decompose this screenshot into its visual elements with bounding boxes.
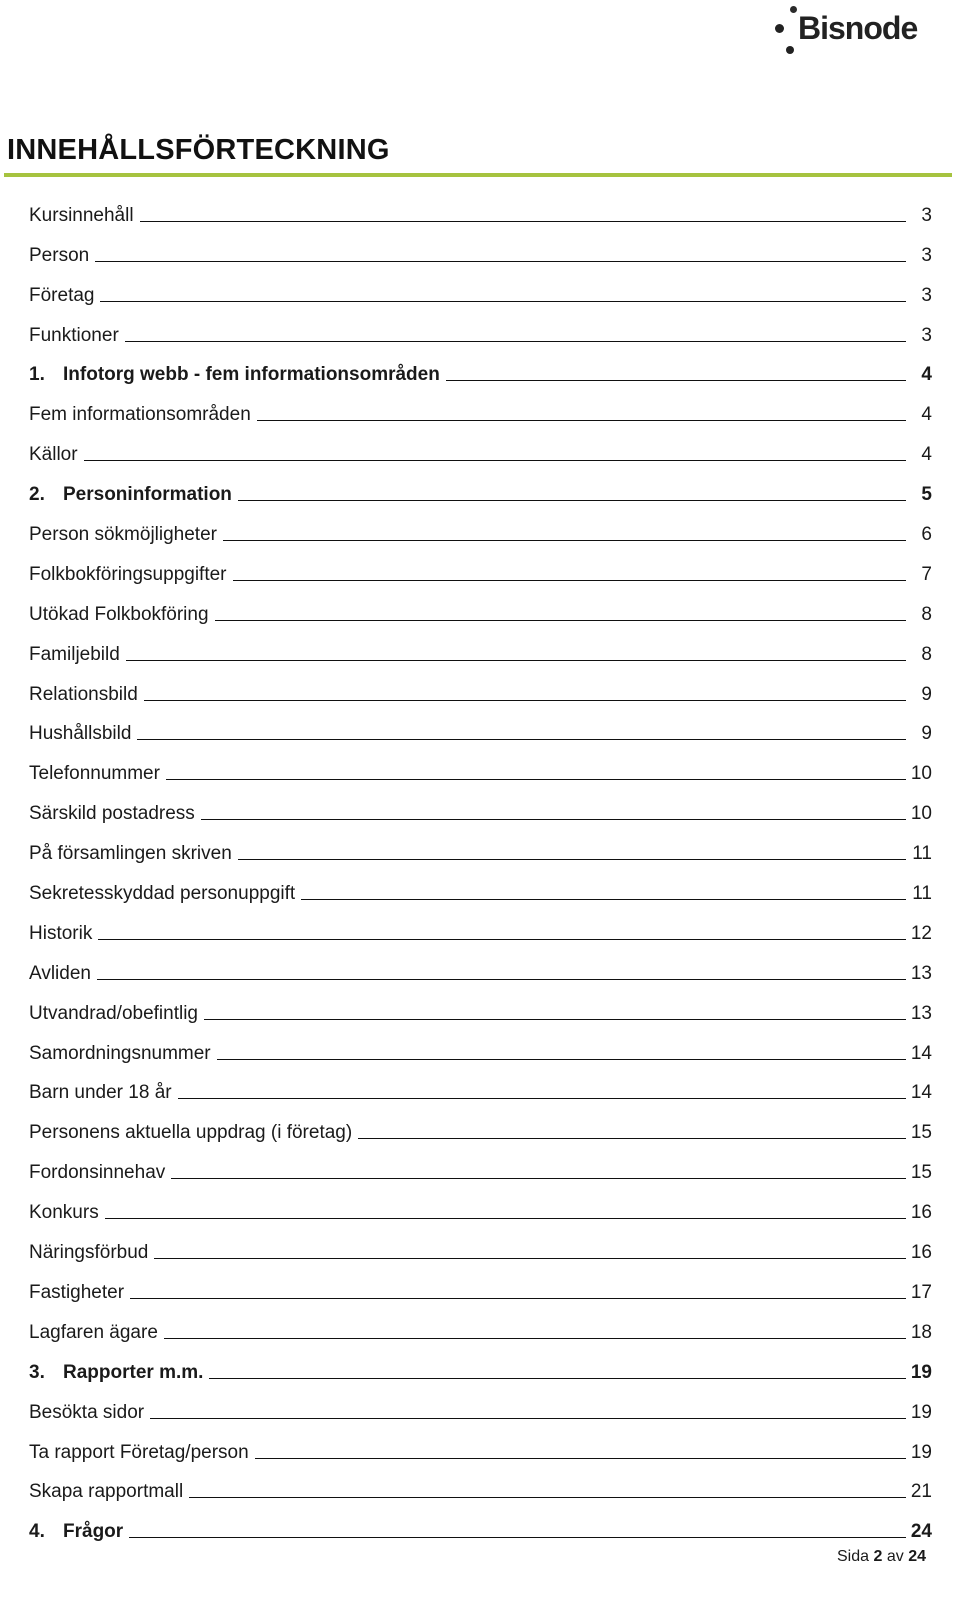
toc-leader-line xyxy=(201,818,906,820)
toc-entry-label: Person sökmöjligheter xyxy=(29,524,217,546)
toc-entry[interactable] xyxy=(29,466,932,506)
toc-entry[interactable] xyxy=(29,1384,932,1424)
toc-entry-label: Samordningsnummer xyxy=(29,1042,211,1064)
toc-entry[interactable] xyxy=(29,386,932,426)
toc-leader-line xyxy=(140,220,906,222)
toc-entry-page: 19 xyxy=(910,1361,932,1383)
toc-entry[interactable] xyxy=(29,825,932,865)
toc-entry[interactable] xyxy=(29,267,932,307)
toc-entry-page: 15 xyxy=(910,1122,932,1144)
toc-leader-line xyxy=(446,379,906,381)
footer-total-pages: 24 xyxy=(908,1548,926,1565)
toc-leader-line xyxy=(204,1018,906,1020)
toc-entry-page: 8 xyxy=(921,643,932,665)
toc-entry-label: Avliden xyxy=(29,962,91,984)
toc-leader-line xyxy=(255,1457,906,1459)
toc-entry[interactable] xyxy=(29,1424,932,1464)
footer-middle: av xyxy=(886,1548,904,1565)
toc-entry-label: Folkbokföringsuppgifter xyxy=(29,563,227,585)
toc-entry[interactable] xyxy=(29,546,932,586)
toc-leader-line xyxy=(84,459,906,461)
toc-entry-label: Utökad Folkbokföring xyxy=(29,603,209,625)
toc-entry-page: 14 xyxy=(910,1042,932,1064)
toc-entry-page: 3 xyxy=(921,244,932,266)
toc-entry[interactable] xyxy=(29,1184,932,1224)
toc-leader-line xyxy=(209,1377,906,1379)
toc-leader-line xyxy=(217,1058,906,1060)
toc-entry-page: 14 xyxy=(910,1082,932,1104)
toc-entry-label: Näringsförbud xyxy=(29,1242,149,1264)
toc-leader-line xyxy=(238,499,906,501)
toc-leader-line xyxy=(150,1417,906,1419)
toc-entry-page: 17 xyxy=(910,1281,932,1303)
toc-entry-page: 13 xyxy=(910,962,932,984)
toc-entry-page: 3 xyxy=(921,324,932,346)
toc-entry-page: 3 xyxy=(921,284,932,306)
toc-entry-label: Rapporter m.m. xyxy=(63,1361,204,1383)
toc-leader-line xyxy=(105,1217,906,1219)
toc-entry[interactable] xyxy=(29,666,932,706)
toc-entry[interactable] xyxy=(29,785,932,825)
toc-entry[interactable] xyxy=(29,706,932,746)
toc-entry[interactable] xyxy=(29,905,932,945)
title-underline xyxy=(4,173,952,177)
toc-entry-label: Fastigheter xyxy=(29,1281,125,1303)
toc-entry[interactable] xyxy=(29,506,932,546)
toc-entry-label: Personinformation xyxy=(63,484,232,506)
toc-entry[interactable] xyxy=(29,227,932,267)
toc-entry[interactable] xyxy=(29,1144,932,1184)
toc-entry-label: Källor xyxy=(29,444,78,466)
footer-current-page: 2 xyxy=(873,1548,883,1565)
toc-entry-page: 18 xyxy=(910,1321,932,1343)
toc-entry[interactable] xyxy=(29,865,932,905)
toc-entry-label: Relationsbild xyxy=(29,683,138,705)
toc-entry[interactable] xyxy=(29,586,932,626)
toc-entry-label: Lagfaren ägare xyxy=(29,1321,158,1343)
logo-wordmark: Bisnode xyxy=(798,10,918,46)
bisnode-logo xyxy=(772,2,952,66)
toc-entry[interactable] xyxy=(29,1224,932,1264)
toc-entry-label: Ta rapport Företag/person xyxy=(29,1441,249,1463)
toc-entry[interactable] xyxy=(29,187,932,227)
toc-entry-label: Företag xyxy=(29,284,95,306)
toc-entry-page: 7 xyxy=(921,563,932,585)
toc-entry-label: Kursinnehåll xyxy=(29,204,134,226)
toc-entry-label: Barn under 18 år xyxy=(29,1082,172,1104)
toc-entry-number: 2. xyxy=(29,484,45,506)
toc-leader-line xyxy=(358,1137,906,1139)
toc-entry[interactable] xyxy=(29,945,932,985)
toc-entry[interactable] xyxy=(29,745,932,785)
toc-leader-line xyxy=(125,340,906,342)
toc-entry-label: Hushållsbild xyxy=(29,723,132,745)
toc-entry[interactable] xyxy=(29,1025,932,1065)
page-title: INNEHÅLLSFÖRTECKNING xyxy=(7,134,390,166)
toc-leader-line xyxy=(154,1257,906,1259)
toc-entry-label: På församlingen skriven xyxy=(29,843,232,865)
toc-entry-page: 3 xyxy=(921,204,932,226)
toc-entry-page: 19 xyxy=(910,1441,932,1463)
toc-entry-page: 16 xyxy=(910,1202,932,1224)
toc-entry-label: Infotorg webb - fem informationsområden xyxy=(63,364,440,386)
toc-leader-line xyxy=(178,1097,906,1099)
toc-entry-page: 9 xyxy=(921,683,932,705)
toc-entry[interactable] xyxy=(29,626,932,666)
toc-entry-page: 4 xyxy=(921,404,932,426)
toc-entry-page: 19 xyxy=(910,1401,932,1423)
logo-dot-icon xyxy=(786,46,794,54)
toc-entry-page: 11 xyxy=(912,883,932,905)
toc-entry-label: Fordonsinnehav xyxy=(29,1162,166,1184)
toc-entry-page: 4 xyxy=(921,364,932,386)
toc-leader-line xyxy=(223,539,906,541)
toc-entry-page: 10 xyxy=(910,803,932,825)
toc-entry-number: 3. xyxy=(29,1361,45,1383)
toc-entry-number: 1. xyxy=(29,364,45,386)
toc-entry-page: 11 xyxy=(912,843,932,865)
toc-leader-line xyxy=(189,1496,906,1498)
toc-leader-line xyxy=(130,1297,906,1299)
toc-entry-label: Frågor xyxy=(63,1521,124,1543)
toc-entry-label: Familjebild xyxy=(29,643,120,665)
logo-dot-icon xyxy=(775,24,784,33)
toc-leader-line xyxy=(144,699,906,701)
toc-entry-page: 4 xyxy=(921,444,932,466)
toc-entry-page: 6 xyxy=(921,524,932,546)
toc-entry-label: Historik xyxy=(29,922,93,944)
toc-entry-label: Fem informationsområden xyxy=(29,404,251,426)
toc-leader-line xyxy=(164,1337,906,1339)
toc-entry[interactable] xyxy=(29,1264,932,1304)
page-footer xyxy=(837,1548,926,1566)
toc-leader-line xyxy=(97,978,906,980)
toc-entry-label: Konkurs xyxy=(29,1202,99,1224)
toc-entry-page: 16 xyxy=(910,1242,932,1264)
toc-entry[interactable] xyxy=(29,1104,932,1144)
toc-entry[interactable] xyxy=(29,426,932,466)
toc-leader-line xyxy=(137,738,906,740)
toc-entry-page: 8 xyxy=(921,603,932,625)
toc-entry-label: Person xyxy=(29,244,90,266)
toc-entry-label: Personens aktuella uppdrag (i företag) xyxy=(29,1122,353,1144)
toc-leader-line xyxy=(98,938,906,940)
toc-leader-line xyxy=(100,300,906,302)
table-of-contents xyxy=(29,187,932,1543)
toc-entry-label: Funktioner xyxy=(29,324,119,346)
toc-entry[interactable] xyxy=(29,347,932,387)
toc-entry-page: 10 xyxy=(910,763,932,785)
toc-leader-line xyxy=(233,579,907,581)
toc-entry-label: Utvandrad/obefintlig xyxy=(29,1002,198,1024)
toc-leader-line xyxy=(166,778,906,780)
toc-entry[interactable] xyxy=(29,1065,932,1105)
toc-entry[interactable] xyxy=(29,1503,932,1543)
toc-entry-number: 4. xyxy=(29,1521,45,1543)
toc-leader-line xyxy=(257,419,906,421)
footer-prefix: Sida xyxy=(837,1548,870,1565)
toc-entry[interactable] xyxy=(29,985,932,1025)
toc-leader-line xyxy=(301,898,906,900)
toc-entry-page: 13 xyxy=(910,1002,932,1024)
toc-entry-page: 15 xyxy=(910,1162,932,1184)
toc-entry-page: 12 xyxy=(910,922,932,944)
toc-leader-line xyxy=(215,619,906,621)
toc-entry-label: Särskild postadress xyxy=(29,803,195,825)
toc-entry[interactable] xyxy=(29,307,932,347)
toc-leader-line xyxy=(171,1177,906,1179)
toc-entry-label: Telefonnummer xyxy=(29,763,160,785)
toc-entry-label: Sekretesskyddad personuppgift xyxy=(29,883,296,905)
toc-entry-label: Besökta sidor xyxy=(29,1401,145,1423)
toc-entry-page: 5 xyxy=(921,484,932,506)
toc-leader-line xyxy=(95,260,906,262)
toc-leader-line xyxy=(238,858,906,860)
toc-entry[interactable] xyxy=(29,1304,932,1344)
toc-entry-page: 24 xyxy=(910,1521,932,1543)
toc-entry[interactable] xyxy=(29,1344,932,1384)
toc-entry-label: Skapa rapportmall xyxy=(29,1481,184,1503)
toc-entry-page: 21 xyxy=(910,1481,932,1503)
toc-leader-line xyxy=(126,659,906,661)
toc-entry[interactable] xyxy=(29,1464,932,1504)
toc-entry-page: 9 xyxy=(921,723,932,745)
toc-leader-line xyxy=(129,1536,906,1538)
logo-dot-icon xyxy=(790,6,797,13)
